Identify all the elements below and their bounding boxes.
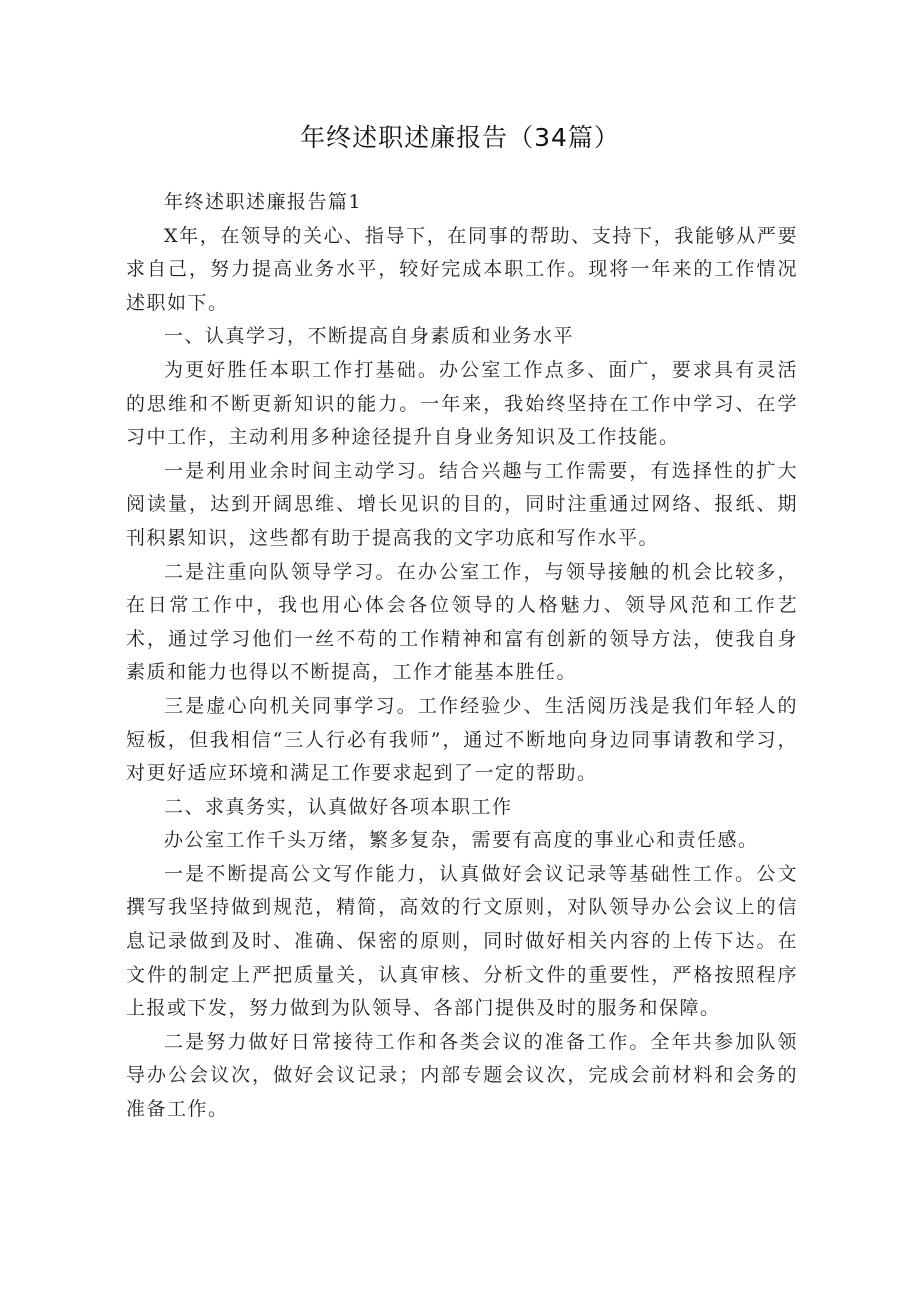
paragraph: 一是利用业余时间主动学习。结合兴趣与工作需要，有选择性的扩大阅读量，达到开阔思维、增长见识的目的，同时注重通过网络、报纸、期刊积累知识，这些都有助于提高我的文字功底和写作水平。 <box>126 459 798 549</box>
paragraph: 一是不断提高公文写作能力，认真做好会议记录等基础性工作。公文撰写我坚持做到规范，精简，高效的行文原则，对队领导办公会议上的信息记录做到及时、准确、保密的原则，同时做好相关内容的上传下达。在文件的制定上严把质量关，认真审核、分析文件的重要性，严格按照程序上报或下发，努力做到为队领导、各部门提供及时的服务和保障。 <box>126 862 798 1020</box>
paragraph: 二是努力做好日常接待工作和各类会议的准备工作。全年共参加队领导办公会议次，做好会议记录；内部专题会议次，完成会前材料和会务的准备工作。 <box>126 1030 798 1121</box>
paragraph: 为更好胜任本职工作打基础。办公室工作点多、面广，要求具有灵活的思维和不断更新知识的能力。一年来，我始终坚持在工作中学习、在学习中工作，主动利用多种途径提升自身业务知识及工作技能。 <box>126 358 798 449</box>
subheading: 一、认真学习，不断提高自身素质和业务水平 <box>164 325 575 348</box>
subheading: 二、求真务实，认真做好各项本职工作 <box>164 795 513 818</box>
document-body <box>126 186 798 1127</box>
paragraph: X年，在领导的关心、指导下，在同事的帮助、支持下，我能够从严要求自己，努力提高业务水平，较好完成本职工作。现将一年来的工作情况述职如下。 <box>126 224 798 314</box>
paragraph: 三是虚心向机关同事学习。工作经验少、生活阅历浅是我们年轻人的短板，但我相信“三人行必有我师”，通过不断地向身边同事请教和学习，对更好适应环境和满足工作要求起到了一定的帮助。 <box>126 694 798 785</box>
paragraph: 办公室工作千头万绪，繁多复杂，需要有高度的事业心和责任感。 <box>164 829 759 852</box>
paragraph: 二是注重向队领导学习。在办公室工作，与领导接触的机会比较多，在日常工作中，我也用心体会各位领导的人格魅力、领导风范和工作艺术，通过学习他们一丝不苟的工作精神和富有创新的领导方法，使我自身素质和能力也得以不断提高，工作才能基本胜任。 <box>126 560 798 684</box>
document-title: 年终述职述廉报告（34篇） <box>300 123 620 152</box>
section-heading: 年终述职述廉报告篇1 <box>164 191 363 213</box>
